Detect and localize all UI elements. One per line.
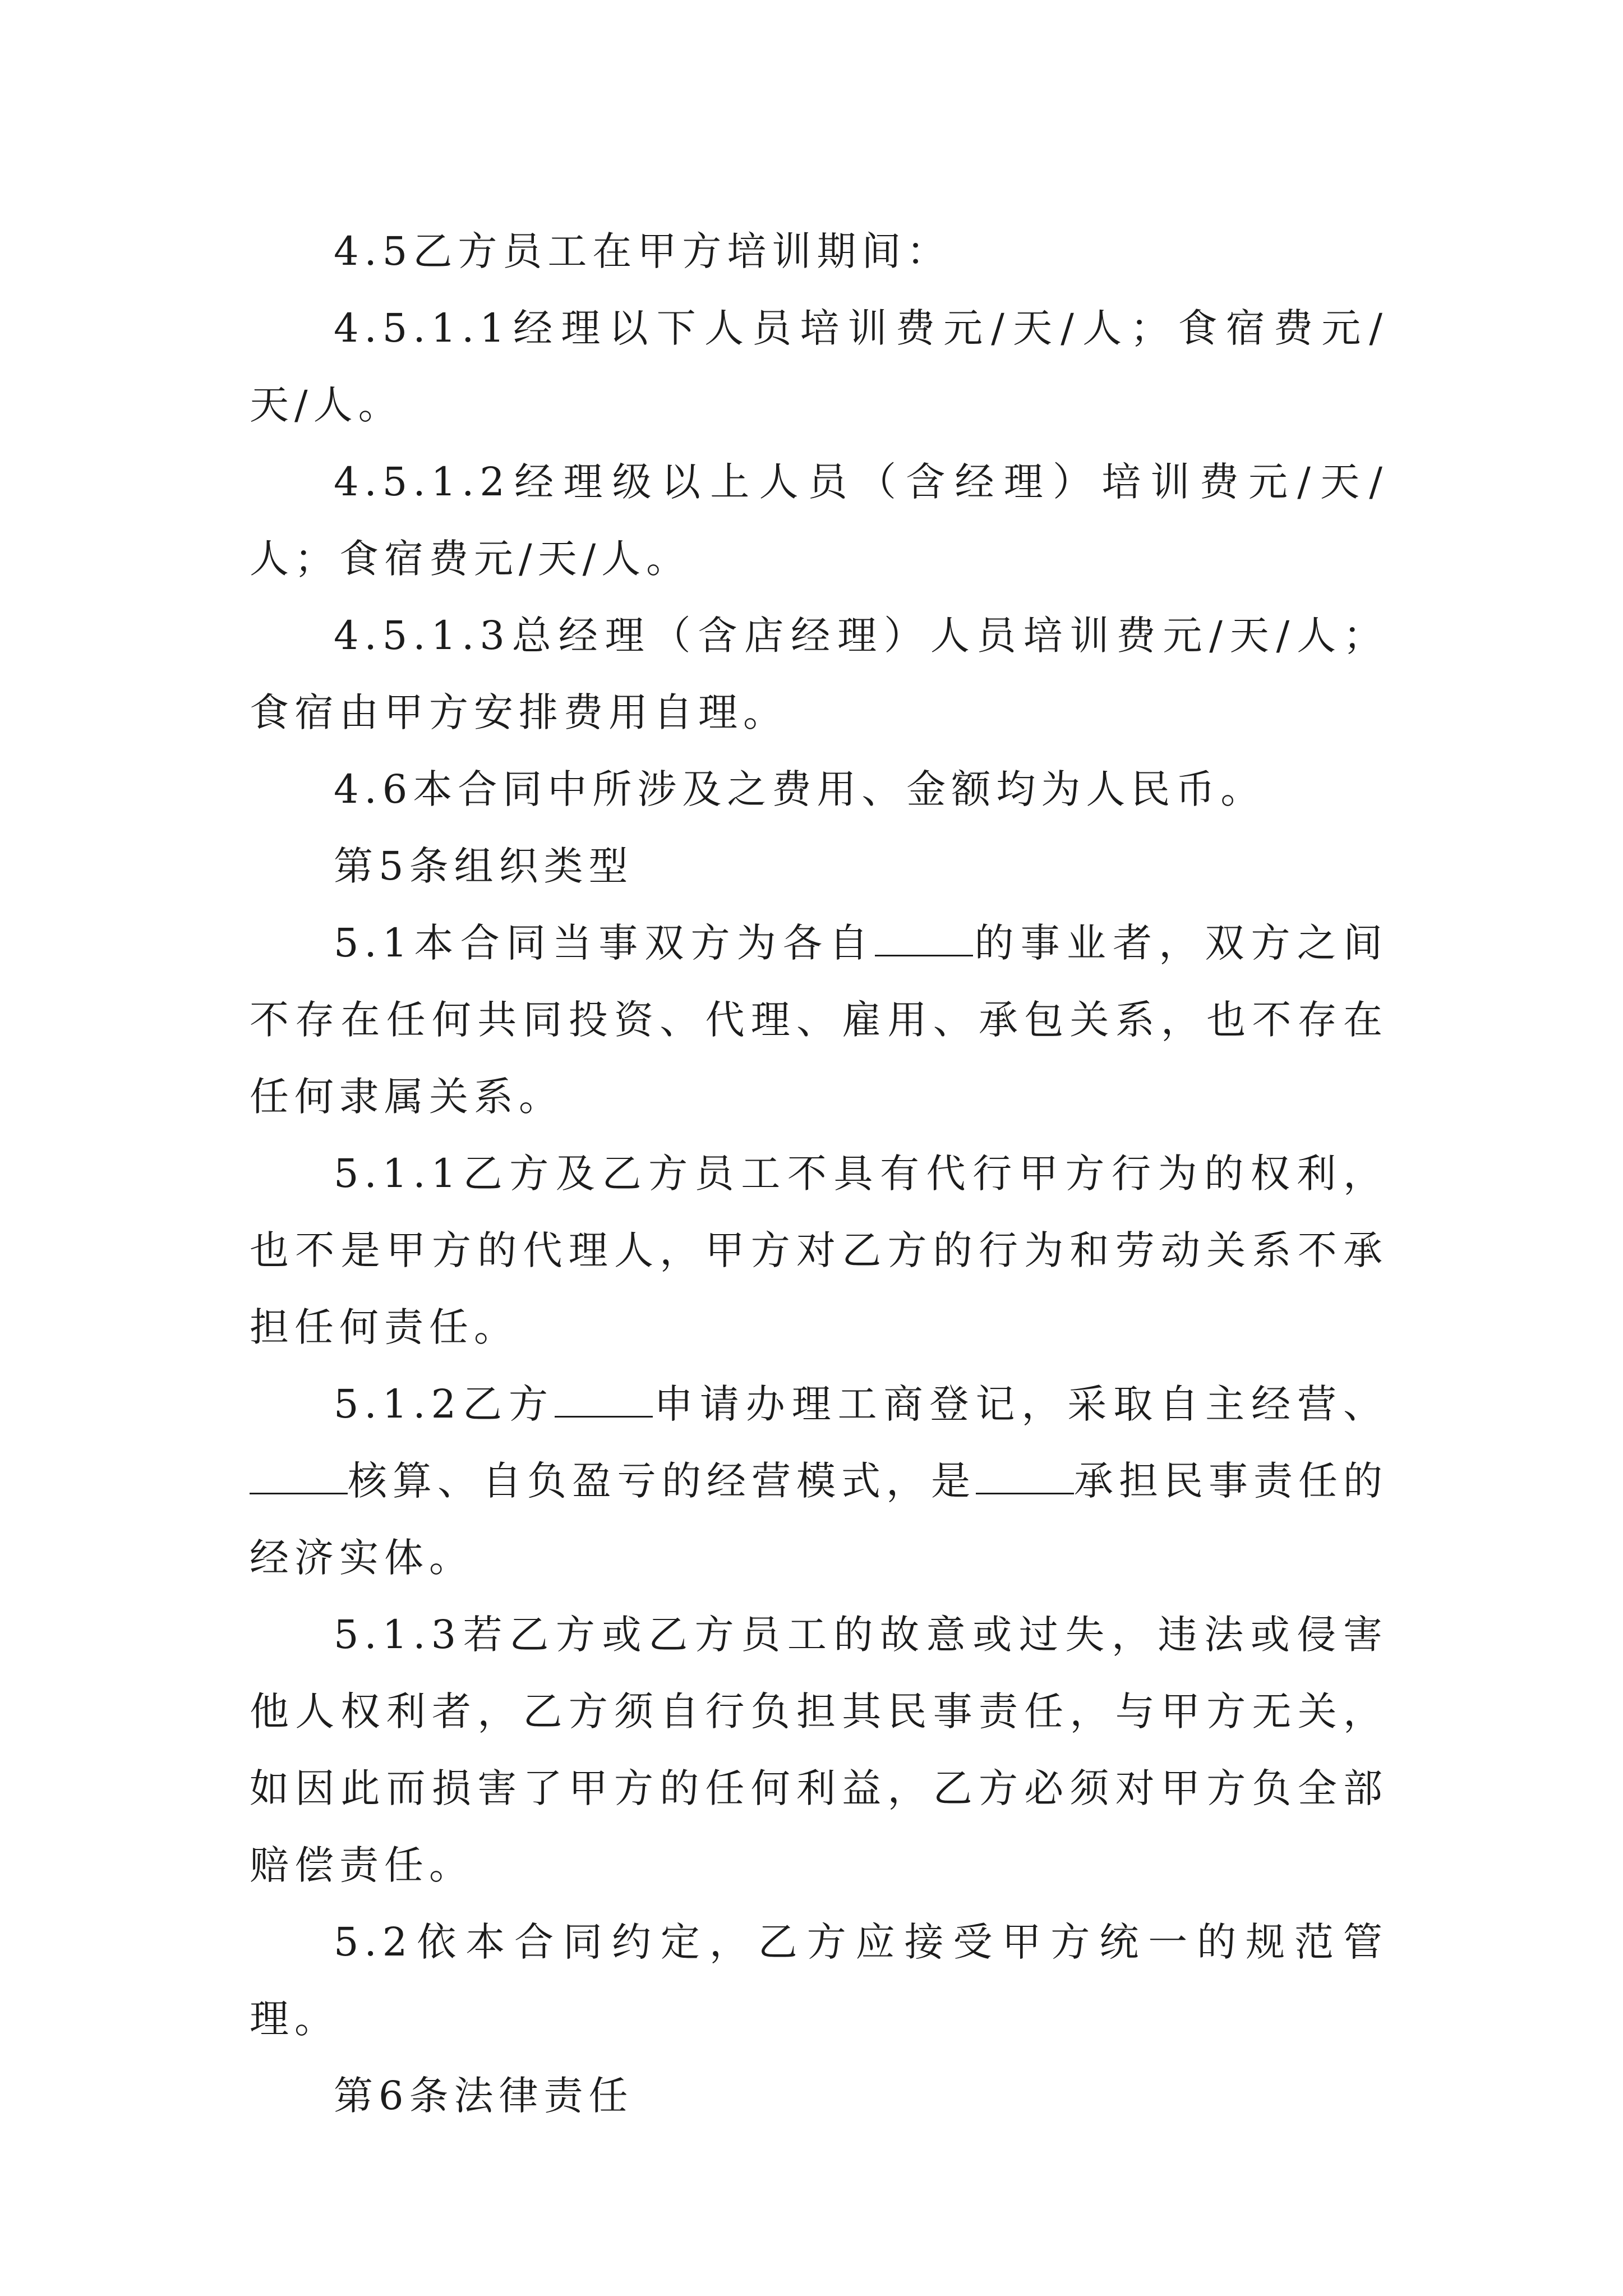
clause-5-1-2-text-b: 申请办理工商登记，采取自主经营、: [652, 1381, 1388, 1427]
article-5-heading: 第5条组织类型: [334, 843, 634, 889]
clause-4-5-1-3: 4.5.1.3总经理（含店经理）人员培训费元/天/人；食宿由甲方安排费用自理。: [250, 613, 1388, 735]
clause-4-5: 4.5乙方员工在甲方培训期间：: [334, 228, 952, 274]
clause-5-2: 5.2依本合同约定，乙方应接受甲方统一的规范管理。: [250, 1919, 1388, 2042]
fill-in-blank: [555, 1384, 653, 1418]
clause-5-1-3: 5.1.3若乙方或乙方员工的故意或过失，违法或侵害他人权利者，乙方须自行负担其民事责任，与甲方无关，如因此而损害了甲方的任何利益，乙方必须对甲方负全部赔偿责任。: [250, 1612, 1388, 1888]
document-body: [250, 213, 1388, 2134]
clause-4-5-1-2: 4.5.1.2经理级以上人员（含经理）培训费元/天/人；食宿费元/天/人。: [250, 459, 1388, 582]
fill-in-blank: [250, 1461, 348, 1494]
clause-5-1-2-text-a: 5.1.2乙方: [334, 1381, 555, 1427]
article-6-heading: 第6条法律责任: [334, 2073, 634, 2119]
clause-4-6: 4.6本合同中所涉及之费用、金额均为人民币。: [334, 766, 1266, 812]
clause-5-1: [250, 905, 1388, 1135]
clause-5-1-2-text-c: 核算、自负盈亏的经营模式，是: [348, 1458, 976, 1504]
fill-in-blank: [875, 923, 973, 956]
clause-5-1-2: [250, 1366, 1388, 1596]
clause-4-5-1-1: 4.5.1.1经理以下人员培训费元/天/人；食宿费元/天/人。: [250, 305, 1388, 428]
clause-5-1-text-b: 的事业者，双方之间不存在任何共同投资、代理、雇用、承包关系，也不存在任何隶属关系。: [250, 920, 1388, 1120]
fill-in-blank: [976, 1461, 1074, 1494]
clause-5-1-1: 5.1.1乙方及乙方员工不具有代行甲方行为的权利，也不是甲方的代理人，甲方对乙方的行为和劳动关系不承担任何责任。: [250, 1151, 1388, 1350]
clause-5-1-2-text-d: 承担民事责任的经济实体。: [250, 1458, 1388, 1581]
clause-5-1-text-a: 5.1本合同当事双方为各自: [334, 920, 875, 966]
